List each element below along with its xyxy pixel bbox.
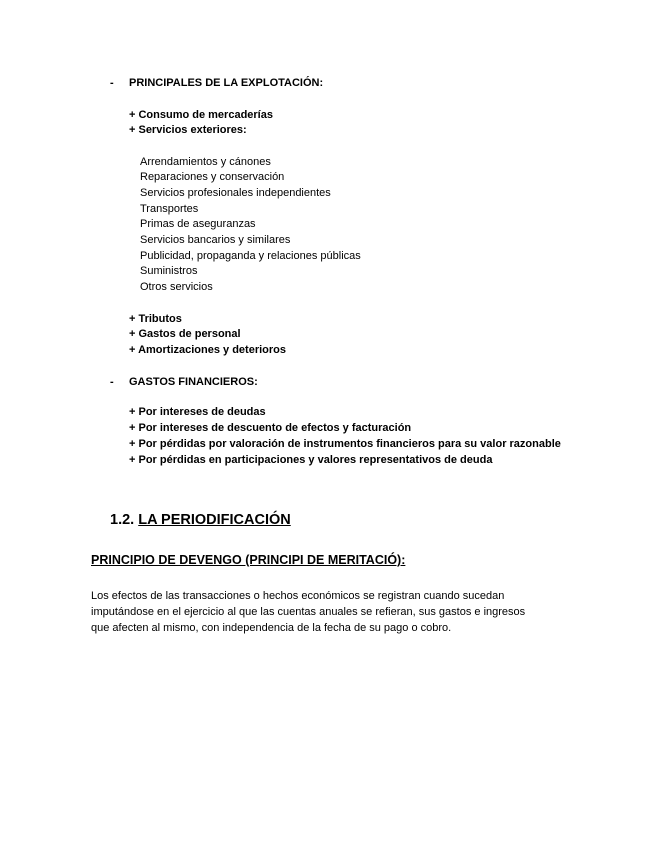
paragraph-line: Los efectos de las transacciones o hechos económicos se registran cuando sucedan <box>91 590 505 602</box>
paragraph-line: que afecten al mismo, con independencia de la fecha de su pago o cobro. <box>91 622 452 634</box>
bullet-dash: - <box>110 376 114 388</box>
servicio-item: Arrendamientos y cánones <box>140 156 271 168</box>
section-heading <box>110 511 291 529</box>
servicio-item: Servicios profesionales independientes <box>140 187 331 199</box>
paragraph-line: imputándose en el ejercicio al que las cuentas anuales se refieran, sus gastos e ingresos <box>91 606 526 618</box>
list-item: + Por intereses de descuento de efectos y facturación <box>129 422 412 434</box>
list-item: + Amortizaciones y deterioros <box>129 344 287 356</box>
list-item: + Por pérdidas en participaciones y valores representativos de deuda <box>129 454 493 466</box>
list-item: + Servicios exteriores: <box>129 124 247 136</box>
section-title: LA PERIODIFICACIÓN <box>138 512 291 528</box>
list-item: + Gastos de personal <box>129 328 241 340</box>
financieros-heading: GASTOS FINANCIEROS: <box>129 376 258 388</box>
principle-title: PRINCIPIO DE DEVENGO (PRINCIPI DE MERITACIÓ): <box>91 553 406 567</box>
list-item: + Consumo de mercaderías <box>129 109 273 121</box>
servicio-item: Suministros <box>140 265 198 277</box>
servicio-item: Otros servicios <box>140 281 213 293</box>
list-item: + Por intereses de deudas <box>129 406 266 418</box>
servicio-item: Reparaciones y conservación <box>140 171 285 183</box>
list-item: + Por pérdidas por valoración de instrumentos financieros para su valor razonable <box>129 438 561 450</box>
servicio-item: Servicios bancarios y similares <box>140 234 291 246</box>
servicio-item: Transportes <box>140 203 199 215</box>
section-number: 1.2. <box>110 512 135 528</box>
servicio-item: Primas de aseguranzas <box>140 218 256 230</box>
servicio-item: Publicidad, propaganda y relaciones públicas <box>140 250 361 262</box>
list-item: + Tributos <box>129 313 182 325</box>
bullet-dash: - <box>110 77 114 89</box>
explotacion-heading: PRINCIPALES DE LA EXPLOTACIÓN: <box>129 77 324 89</box>
